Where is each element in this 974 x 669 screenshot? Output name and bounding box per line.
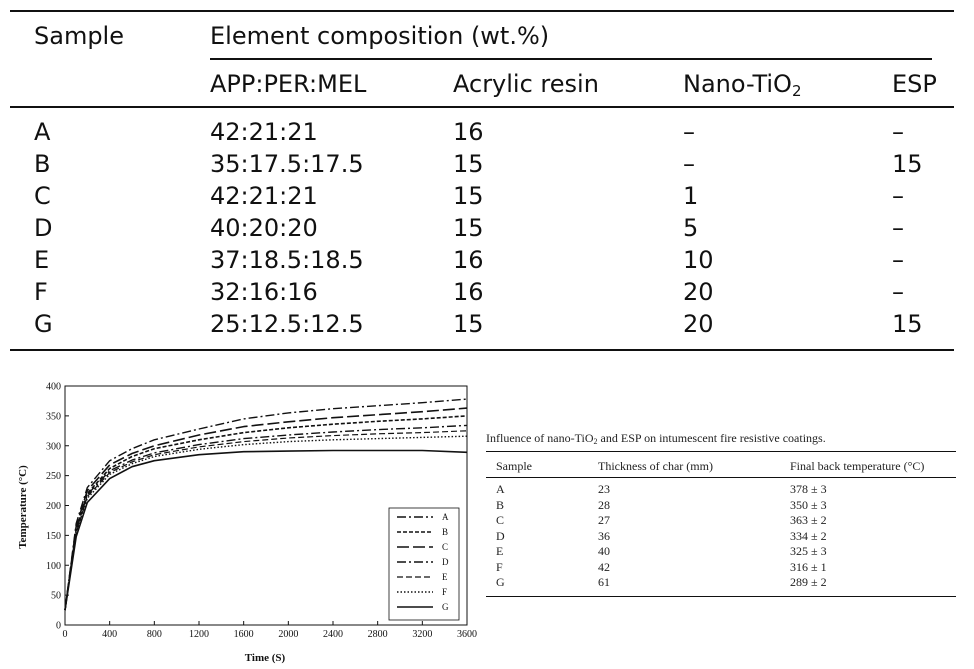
cell-sample: F bbox=[34, 278, 48, 306]
header-sample: Sample bbox=[34, 22, 124, 50]
subheader-app-per-mel: APP:PER:MEL bbox=[210, 70, 367, 98]
char-cell-thickness: 36 bbox=[598, 528, 610, 543]
subheader-nano-tio2 bbox=[683, 70, 801, 105]
cell-esp: – bbox=[892, 246, 904, 274]
cell-acrylic-resin: 15 bbox=[453, 214, 484, 242]
char-cell-final-temp: 334 ± 2 bbox=[790, 528, 827, 543]
cell-nano-tio2: 20 bbox=[683, 310, 714, 338]
cell-app-per-mel: 35:17.5:17.5 bbox=[210, 150, 364, 178]
x-tick-label: 1200 bbox=[189, 629, 209, 640]
y-axis-label: Temperature (°C) bbox=[17, 465, 29, 549]
chart-legend bbox=[389, 508, 459, 620]
header-bottom-rule bbox=[10, 106, 954, 108]
legend-label-b: B bbox=[442, 527, 449, 537]
char-cell-sample: E bbox=[496, 544, 504, 558]
cell-app-per-mel: 32:16:16 bbox=[210, 278, 318, 306]
char-cell-thickness: 28 bbox=[598, 497, 610, 512]
header-element-composition: Element composition (wt.%) bbox=[210, 22, 550, 50]
char-cell-sample: D bbox=[496, 528, 505, 543]
cell-acrylic-resin: 16 bbox=[453, 246, 484, 274]
cell-nano-tio2: 20 bbox=[683, 278, 714, 306]
y-tick-label: 50 bbox=[51, 590, 61, 602]
char-table-bottom-rule bbox=[486, 596, 956, 597]
composition-table bbox=[10, 0, 954, 352]
char-cell-final-temp: 378 ± 3 bbox=[790, 482, 827, 496]
y-tick-label: 250 bbox=[46, 471, 61, 483]
char-table-caption bbox=[486, 431, 826, 449]
caption-subscript: 2 bbox=[593, 437, 598, 446]
cell-esp: 15 bbox=[892, 150, 923, 178]
x-tick-label: 800 bbox=[146, 629, 162, 640]
char-cell-sample: G bbox=[496, 575, 505, 589]
char-cell-final-temp: 363 ± 2 bbox=[790, 513, 827, 527]
cell-nano-tio2: – bbox=[683, 150, 695, 178]
cell-sample: B bbox=[34, 150, 51, 178]
char-cell-sample: B bbox=[496, 497, 505, 512]
cell-acrylic-resin: 15 bbox=[453, 310, 484, 338]
char-cell-thickness: 23 bbox=[598, 482, 610, 496]
char-cell-thickness: 61 bbox=[598, 575, 610, 589]
cell-sample: G bbox=[34, 310, 53, 338]
char-cell-sample: F bbox=[496, 559, 503, 574]
y-tick-label: 0 bbox=[56, 620, 61, 632]
y-tick-label: 300 bbox=[46, 441, 61, 453]
cell-esp: – bbox=[892, 182, 904, 210]
x-tick-label: 2800 bbox=[367, 629, 388, 640]
legend-box bbox=[389, 508, 459, 620]
subheader-nano-tio2-text: Nano-TiO bbox=[683, 70, 792, 98]
temperature-time-chart bbox=[0, 372, 482, 669]
legend-label-e: E bbox=[442, 572, 448, 582]
char-header-sample: Sample bbox=[496, 459, 532, 473]
char-cell-thickness: 42 bbox=[598, 559, 610, 574]
cell-acrylic-resin: 16 bbox=[453, 118, 484, 146]
char-cell-thickness: 27 bbox=[598, 513, 610, 527]
caption-text-post: and ESP on intumescent fire resistive coatings. bbox=[597, 431, 826, 445]
cell-app-per-mel: 42:21:21 bbox=[210, 118, 318, 146]
subheader-acrylic-resin: Acrylic resin bbox=[453, 70, 599, 98]
char-cell-sample: C bbox=[496, 513, 505, 527]
cell-nano-tio2: 1 bbox=[683, 182, 699, 210]
y-tick-label: 100 bbox=[46, 560, 61, 572]
x-axis-label: Time (S) bbox=[244, 652, 286, 664]
cell-nano-tio2: 10 bbox=[683, 246, 714, 274]
cell-esp: 15 bbox=[892, 310, 923, 338]
cell-nano-tio2: 5 bbox=[683, 214, 699, 242]
subheader-esp: ESP bbox=[892, 70, 937, 98]
char-table-top-rule bbox=[486, 451, 956, 452]
char-cell-thickness: 40 bbox=[598, 544, 610, 558]
cell-sample: A bbox=[34, 118, 51, 146]
cell-sample: E bbox=[34, 246, 50, 274]
char-header-final-temp: Final back temperature (°C) bbox=[790, 459, 925, 473]
group-rule bbox=[210, 58, 932, 60]
legend-label-f: F bbox=[442, 587, 448, 597]
char-cell-final-temp: 325 ± 3 bbox=[790, 544, 827, 558]
legend-label-a: A bbox=[442, 512, 449, 522]
y-tick-label: 200 bbox=[46, 501, 61, 512]
cell-app-per-mel: 37:18.5:18.5 bbox=[210, 246, 364, 274]
cell-app-per-mel: 40:20:20 bbox=[210, 214, 318, 242]
x-tick-label: 400 bbox=[102, 629, 118, 640]
subheader-nano-tio2-subscript: 2 bbox=[791, 82, 802, 100]
cell-acrylic-resin: 15 bbox=[453, 150, 484, 178]
char-cell-final-temp: 289 ± 2 bbox=[790, 575, 827, 589]
legend-label-d: D bbox=[442, 557, 449, 567]
char-cell-sample: A bbox=[496, 482, 505, 496]
cell-esp: – bbox=[892, 118, 904, 146]
char-cell-final-temp: 316 ± 1 bbox=[790, 559, 827, 574]
y-tick-label: 150 bbox=[46, 530, 61, 542]
cell-acrylic-resin: 15 bbox=[453, 182, 484, 210]
x-tick-label: 1600 bbox=[233, 629, 254, 640]
char-table bbox=[486, 426, 956, 601]
char-table-header-rule bbox=[486, 477, 956, 478]
cell-nano-tio2: – bbox=[683, 118, 695, 146]
cell-acrylic-resin: 16 bbox=[453, 278, 484, 306]
cell-sample: C bbox=[34, 182, 51, 210]
y-tick-label: 350 bbox=[46, 411, 61, 423]
legend-label-c: C bbox=[442, 542, 449, 552]
bottom-rule bbox=[10, 349, 954, 351]
top-rule bbox=[10, 10, 954, 12]
y-tick-label: 400 bbox=[46, 381, 61, 393]
cell-app-per-mel: 42:21:21 bbox=[210, 182, 318, 210]
x-tick-label: 2000 bbox=[278, 629, 299, 640]
caption-text-pre: Influence of nano-TiO bbox=[486, 431, 594, 445]
cell-sample: D bbox=[34, 214, 53, 242]
char-header-thickness: Thickness of char (mm) bbox=[598, 459, 713, 473]
cell-esp: – bbox=[892, 278, 904, 306]
x-tick-label: 2400 bbox=[323, 629, 343, 640]
x-tick-label: 0 bbox=[62, 629, 68, 640]
cell-esp: – bbox=[892, 214, 904, 242]
char-cell-final-temp: 350 ± 3 bbox=[790, 497, 827, 512]
cell-app-per-mel: 25:12.5:12.5 bbox=[210, 310, 364, 338]
x-tick-label: 3600 bbox=[457, 629, 477, 640]
legend-label-g: G bbox=[442, 602, 449, 612]
x-tick-label: 3200 bbox=[412, 629, 433, 640]
